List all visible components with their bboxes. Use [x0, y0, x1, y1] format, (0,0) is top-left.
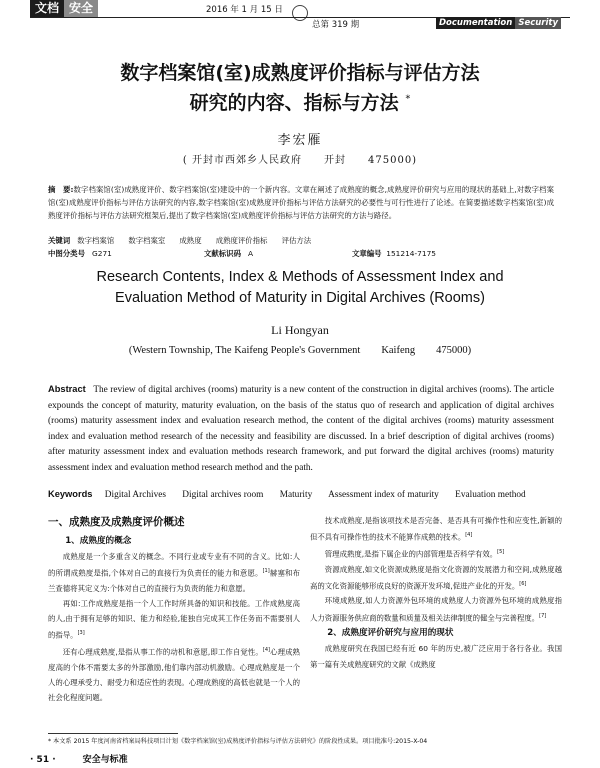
body-paragraph — [48, 596, 300, 643]
keyword-en: Digital Archives — [104, 490, 166, 500]
abstract-zh-text: 数字档案馆(室)成熟度评价、数字档案馆(室)建设中的一个新内容。文章在阐述了成熟度的概念,成熟度评价研究与应用的现状的基础上,对数字档案馆(室)成熟度评价指标与评估方法研究的内容,数字档案馆(室)成熟度评价指标与评估方法研究的必要性与可行性进行了论述。在简要描述数字档案馆(室)成熟度评价指标与评估方法研究框架后,提出了数字档案馆(室)成熟度评价指标与评估方法研究的方法与路径。 — [48, 185, 554, 220]
keywords-en-label: Keywords — [48, 489, 93, 499]
paragraph-text: 管理成熟度,是指下属企业的内部管理是否科学有效。 — [324, 549, 498, 559]
keyword-en: Maturity — [279, 490, 313, 500]
title-zh-line2 — [40, 88, 560, 115]
logo-right: 安全 — [64, 0, 98, 17]
body-paragraph — [310, 562, 562, 594]
section-heading: 一、成熟度及成熟度评价概述 — [48, 516, 185, 528]
title-en-line2: Evaluation Method of Maturity in Digital Archives (Rooms) — [115, 290, 485, 306]
body-right-column — [310, 513, 562, 672]
issue-number: 总第 319 期 — [312, 20, 360, 30]
body-paragraph — [310, 593, 562, 625]
citation-ref: [3] — [77, 630, 85, 637]
body-paragraph — [310, 545, 562, 562]
citation-ref: [4] — [262, 647, 270, 654]
abstract-zh — [48, 183, 554, 222]
section-badge-doc: Documentation — [436, 17, 515, 29]
body-paragraph — [48, 643, 300, 705]
paragraph-text: 心理成熟度高的个体不需要太多的外部激励,他们靠内部动机激励。心理成熟度是一个人的心理承受力、耐受力和适应性的表现。心理成熟度的高低也就是一个人的社会化程度问题。 — [48, 647, 300, 703]
keyword-en: Assessment index of maturity — [328, 490, 439, 500]
abstract-en — [48, 382, 554, 477]
paragraph-text: 赫塞和布兰查德将其定义为:个体对自己的直接行为负责的能力和意愿。 — [48, 568, 300, 593]
keyword-zh: 数字档案馆 — [77, 236, 115, 245]
title-en-line1: Research Contents, Index & Methods of Assessment Index and — [96, 269, 504, 285]
footnote: * 本文系 2015 年度河南省档案局科技项目计划《数字档案馆(室)成熟度评价指标与评估方法研究》的阶段性成果。项目批准号:2015-X-04 — [48, 738, 428, 745]
author-zh: 李宏雁 — [277, 133, 323, 148]
keyword-zh: 评估方法 — [281, 236, 312, 245]
citation-ref: [7] — [539, 612, 547, 619]
paragraph-text: 技术成熟度,是指该项技术是否完备、是否具有可操作性和应变性,新颖的但不具有可操作性的技术不能算作成熟的技术。 — [310, 516, 562, 542]
paragraph-text: 成熟度是一个多重含义的概念。不同行业或专业有不同的含义。比如:人的所谓成熟度是指,个体对自己的直接行为负责任的能力和意愿。 — [48, 552, 300, 578]
keyword-zh: 数字档案室 — [128, 236, 166, 245]
classification-row — [48, 248, 554, 259]
journal-logo — [30, 0, 98, 17]
section-badge — [436, 17, 561, 29]
keywords-zh-label: 关键词 — [48, 236, 71, 245]
paragraph-text: 还有心理成熟度,是指从事工作的动机和意愿,即工作自觉性。 — [62, 647, 263, 657]
abstract-en-text: The review of digital archives (rooms) maturity is a new content of the construction in digital archives (rooms). The article expounds the concept of maturity, maturity evaluation, on the basis of the status quo of research and application of digital archives (rooms) maturity assessment index and evaluation research method, the content of the digital archives (rooms) maturity assessment index and evaluation method research of the necessity and feasibility are discussed. In a brief description of digital archives (rooms) after maturity assessment index and evaluation methods research framework, and put forward the digital archives (rooms) maturity assessment index and evaluation method research method and the path. — [48, 385, 554, 473]
body-paragraph — [310, 513, 562, 545]
citation-ref: [5] — [497, 548, 505, 555]
section-badge-sec: Security — [515, 17, 561, 29]
article-number-value: 151214-7175 — [386, 249, 436, 258]
cls-value: G271 — [92, 249, 112, 258]
abstract-zh-label: 摘 要: — [48, 185, 74, 194]
issue-date: 2016 年 1 月 15 日 — [206, 5, 283, 15]
keyword-en: Evaluation method — [455, 490, 526, 500]
logo-left: 文档 — [30, 0, 64, 17]
body-paragraph — [48, 549, 300, 596]
body-paragraph: 成熟度研究在我国已经有近 60 年的历史,被广泛应用于各行各业。我国第一篇有关成熟度研究的文献《成熟度 — [310, 644, 562, 669]
article-number-label: 文章编号 — [352, 249, 382, 258]
keywords-en — [48, 489, 568, 500]
author-en: Li Hongyan — [271, 323, 329, 337]
page-number: · 51 · 安全与标准 — [30, 755, 128, 765]
paragraph-text: 资源成熟度,如文化资源成熟度是指文化资源的发展潜力和空间,成熟度越高的文化资源能够形成良好的资源开发环境,促进产业化的开发。 — [310, 564, 562, 591]
doc-code-label: 文献标识码 — [204, 249, 241, 258]
abstract-en-label: Abstract — [48, 384, 86, 394]
subsection-heading: 1、成熟度的概念 — [65, 536, 132, 546]
keywords-zh — [48, 234, 554, 247]
footnote-rule — [48, 733, 178, 734]
citation-ref: [6] — [519, 580, 527, 587]
doc-code-value: A — [248, 249, 254, 258]
citation-ref: [1] — [262, 568, 270, 575]
paragraph-text: 环境成熟度,如人力资源外包环境的成熟度人力资源外包环境的成熟度指人力资源服务供应商的数量和质量及相关法律制度的健全与完善程度。 — [310, 596, 562, 623]
body-left-column — [48, 513, 300, 705]
title-note-mark: * — [405, 93, 411, 105]
keyword-en: Digital archives room — [182, 490, 264, 500]
subsection-heading: 2、成熟度评价研究与应用的现状 — [327, 628, 454, 639]
affiliation-zh: ( 开封市西郊乡人民政府 开封 475000) — [182, 155, 418, 166]
paragraph-text: 再如:工作成熟度是指一个人工作时所具备的知识和技能。工作成熟度高的人,由于拥有足够的知识、能力和经验,能独自完成其工作任务而不需要别人的指导。 — [48, 599, 300, 640]
citation-ref: [4] — [465, 532, 473, 539]
cls-label: 中图分类号 — [48, 249, 85, 258]
affiliation-en: (Western Township, The Kaifeng People's Government Kaifeng 475000) — [128, 345, 472, 356]
title-zh-line1: 数字档案馆(室)成熟度评价指标与评估方法 — [120, 62, 480, 84]
keyword-zh: 成熟度评价指标 — [215, 236, 268, 245]
title-zh-line2-text: 研究的内容、指标与方法 — [189, 92, 399, 114]
keyword-zh: 成熟度 — [179, 236, 202, 245]
circle-icon — [292, 5, 308, 21]
